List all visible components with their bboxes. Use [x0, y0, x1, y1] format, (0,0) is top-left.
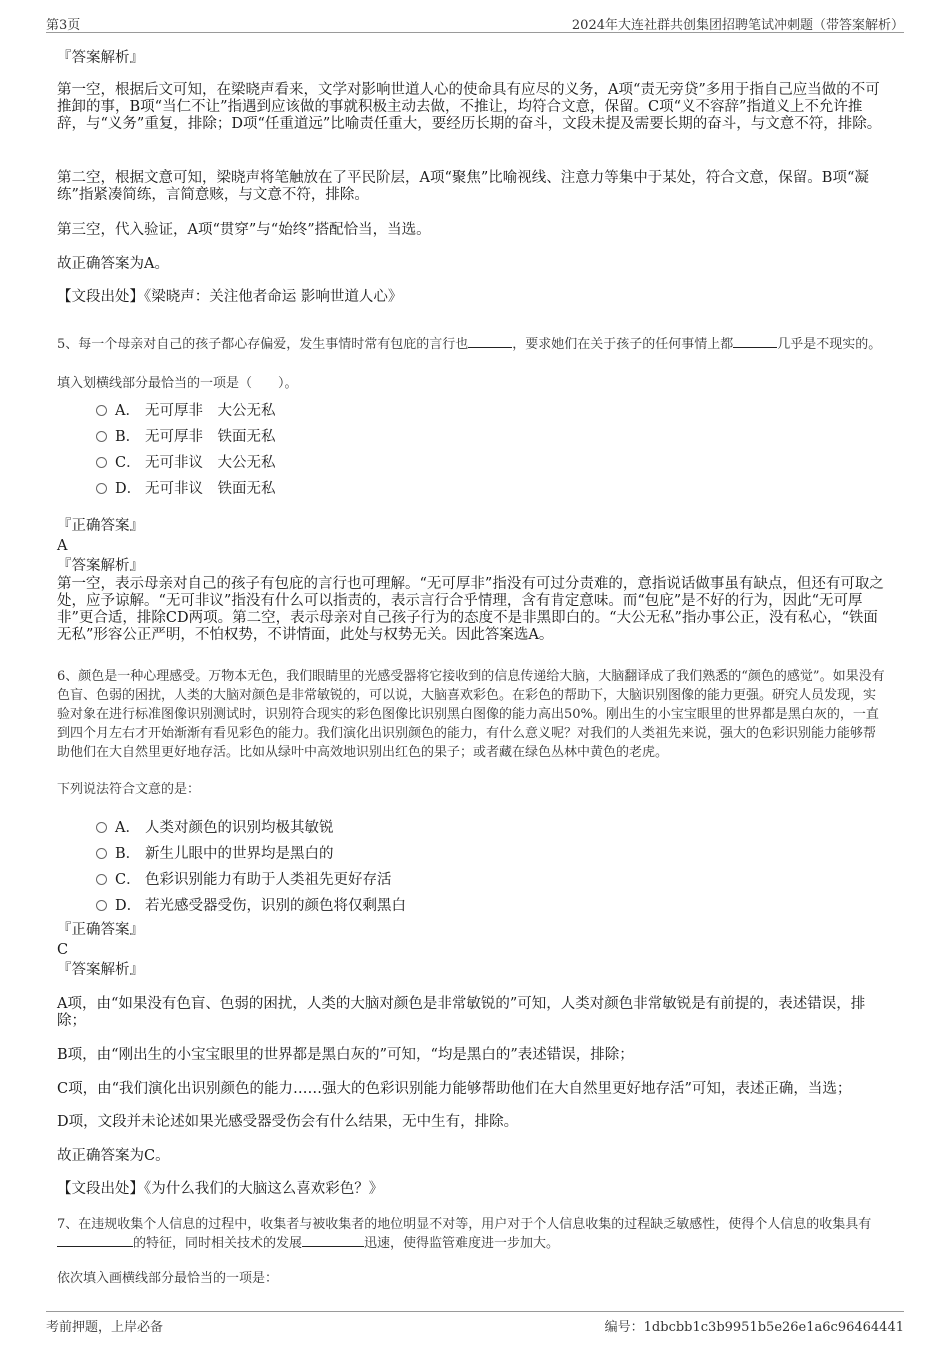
option-b[interactable]: B． 新生儿眼中的世界均是黑白的: [96, 842, 334, 862]
option-b[interactable]: B． 无可厚非 铁面无私: [96, 425, 276, 445]
analysis-label: 『答案解析』: [57, 962, 144, 978]
analysis-paragraph: 第一空，表示母亲对自己的孩子有包庇的言行也可理解。“无可厚非”指没有可过分责难的，意指说话做事虽有缺点，但还有可取之处，应予谅解。“无可非议”指没有什么可以指责的，表示言行合乎情理，含有肯定意味。而“包庇”是不好的行为，因此“无可厚非”更合适，排除CD两项。第二空，表示母亲对自己孩子行为的态度不是非黑即白的。“大公无私”指办事公正，没有私心，“铁面无私”形容公正严明，不怕权势，不讲情面，此处与权势无关。因此答案选A。: [57, 576, 884, 643]
analysis-label: 『答案解析』: [57, 50, 144, 66]
page-number: 第3页: [46, 18, 81, 33]
source-citation: 【文段出处】《梁晓声：关注他者命运 影响世道人心》: [57, 289, 403, 305]
answer-label: 『正确答案』: [57, 518, 144, 534]
analysis-paragraph: C项，由“我们演化出识别颜色的能力……强大的色彩识别能力能够帮助他们在大自然里更好地存活”可知，表述正确，当选；: [57, 1081, 852, 1097]
blank-line: [57, 1234, 133, 1247]
option-c[interactable]: C． 色彩识别能力有助于人类祖先更好存活: [96, 868, 392, 888]
question-stem: 6、颜色是一种心理感受。万物本无色，我们眼睛里的光感受器将它接收到的信息传递给大脑，大脑翻译成了我们熟悉的“颜色的感觉”。如果没有色盲、色弱的困扰，人类的大脑对颜色是非常敏锐的，可以说，大脑喜欢彩色。在彩色的帮助下，大脑识别图像的能力更强。研究人员发现，实验对象在进行标准图像识别测试时，识别符合现实的彩色图像比识别黑白图像的能力高出50%。刚出生的小宝宝眼里的世界都是黑白灰的，一直到四个月左右才开始渐渐有看见彩色的能力。我们演化出识别颜色的能力，有什么意义呢？对我们的人类祖先来说，强大的色彩识别能力能够帮助他们在大自然里更好地存活。比如从绿叶中高效地识别出红色的果子；或者藏在绿色丛林中黄色的老虎。: [57, 669, 885, 760]
answer-conclusion: 故正确答案为A。: [57, 256, 169, 272]
question-prompt: 依次填入画横线部分最恰当的一项是：: [57, 1271, 279, 1286]
option-a[interactable]: A． 人类对颜色的识别均极其敏锐: [96, 816, 334, 836]
document-id: 编号：1dbcbb1c3b9951b5e26e1a6c96464441: [604, 1320, 904, 1335]
question-prompt: 下列说法符合文意的是：: [57, 782, 201, 797]
question-stem: 5、每一个母亲对自己的孩子都心存偏爱，发生事情时常有包庇的言行也 ，要求她们在关于孩子的任何事情上都 几乎是不现实的。: [57, 337, 882, 352]
blank-line: [468, 335, 512, 348]
option-a[interactable]: A． 无可厚非 大公无私: [96, 399, 276, 419]
radio-icon[interactable]: [96, 483, 107, 494]
analysis-paragraph: A项，由“如果没有色盲、色弱的困扰，人类的大脑对颜色是非常敏锐的”可知，人类对颜色非常敏锐是有前提的，表述错误，排除；: [57, 996, 866, 1029]
document-title: 2024年大连社群共创集团招聘笔试冲刺题（带答案解析）: [571, 18, 904, 33]
radio-icon[interactable]: [96, 431, 107, 442]
question-prompt: 填入划横线部分最恰当的一项是（ ）。: [57, 376, 298, 391]
radio-icon[interactable]: [96, 848, 107, 859]
radio-icon[interactable]: [96, 822, 107, 833]
analysis-paragraph: 第二空，根据文意可知，梁晓声将笔触放在了平民阶层，A项“聚焦”比喻视线、注意力等集中于某处，符合文意，保留。B项“凝练”指紧凑简练，言简意赅，与文意不符，排除。: [57, 170, 869, 203]
radio-icon[interactable]: [96, 457, 107, 468]
answer-label: 『正确答案』: [57, 922, 144, 938]
analysis-paragraph: B项，由“刚出生的小宝宝眼里的世界都是黑白灰的”可知，“均是黑白的”表述错误，排除；: [57, 1047, 634, 1063]
blank-line: [733, 335, 777, 348]
radio-icon[interactable]: [96, 900, 107, 911]
page-footer: [46, 1311, 904, 1336]
option-c[interactable]: C． 无可非议 大公无私: [96, 451, 276, 471]
blank-line: [302, 1234, 364, 1247]
radio-icon[interactable]: [96, 874, 107, 885]
page-header: [46, 10, 904, 33]
answer-value: C: [57, 942, 69, 958]
source-citation: 【文段出处】《为什么我们的大脑这么喜欢彩色？》: [57, 1181, 384, 1197]
analysis-label: 『答案解析』: [57, 558, 144, 574]
question-stem: 7、在违规收集个人信息的过程中，收集者与被收集者的地位明显不对等，用户对于个人信息收集的过程缺乏敏感性，使得个人信息的收集具有的特征，同时相关技术的发展 迅速，使得监管难度进一步加大。: [57, 1217, 872, 1251]
answer-value: A: [57, 538, 68, 554]
option-d[interactable]: D． 若光感受器受伤，识别的颜色将仅剩黑白: [96, 894, 406, 914]
answer-conclusion: 故正确答案为C。: [57, 1148, 170, 1164]
footer-slogan: 考前押题，上岸必备: [46, 1320, 164, 1335]
analysis-paragraph: 第一空，根据后文可知，在梁晓声看来，文学对影响世道人心的使命具有应尽的义务，A项“责无旁贷”多用于指自己应当做的不可推卸的事，B项“当仁不让”指遇到应该做的事就积极主动去做，不推让，均符合文意，保留。C项“义不容辞”指道义上不允许推辞，与“义务”重复，排除；D项“任重道远”比喻责任重大，要经历长期的奋斗，文段未提及需要长期的奋斗，与文意不符，排除。: [57, 82, 882, 132]
analysis-paragraph: D项，文段并未论述如果光感受器受伤会有什么结果，无中生有，排除。: [57, 1114, 519, 1130]
option-d[interactable]: D． 无可非议 铁面无私: [96, 477, 276, 497]
analysis-paragraph: 第三空，代入验证，A项“贯穿”与“始终”搭配恰当，当选。: [57, 222, 431, 238]
radio-icon[interactable]: [96, 405, 107, 416]
